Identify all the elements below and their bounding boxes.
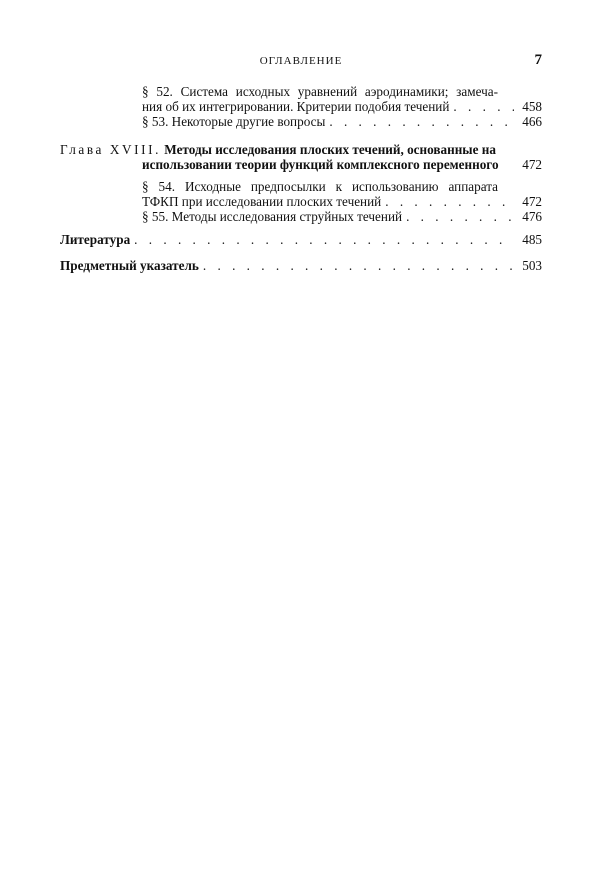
- chapter-title-line: использовании теории функций комплексного переменного: [142, 157, 499, 172]
- toc-page-number: 485: [522, 232, 542, 247]
- dot-leader: [329, 114, 514, 129]
- running-head: [60, 52, 542, 72]
- toc-page-number: 476: [522, 209, 542, 224]
- toc-entry-line: § 54. Исходные предпосылки к использованию аппарата: [142, 179, 498, 194]
- toc-entry-line: § 52. Система исходных уравнений аэродинамики; замеча-: [142, 84, 498, 99]
- toc-entry-line: § 55. Методы исследования струйных течений: [142, 209, 403, 224]
- chapter-title-line: Методы исследования плоских течений, основанные на: [164, 142, 496, 157]
- toc-entry-section-55[interactable]: [60, 209, 542, 224]
- toc-page-number: 466: [522, 114, 542, 129]
- chapter-label: Глава XVIII.: [60, 142, 161, 157]
- dot-leader: [134, 232, 514, 247]
- table-of-contents: [60, 84, 542, 273]
- dot-leader: [385, 194, 514, 209]
- toc-entry-label: Литература: [60, 232, 131, 247]
- toc-page-number: 472: [522, 194, 542, 209]
- toc-entry-section-54[interactable]: [60, 179, 542, 209]
- toc-page-number: 458: [522, 99, 542, 114]
- toc-entry-line: ТФКП при исследовании плоских течений: [142, 194, 382, 209]
- toc-entry-chapter-18[interactable]: [60, 142, 542, 172]
- dot-leader: [453, 99, 514, 114]
- toc-entry-label: Предметный указатель: [60, 258, 199, 273]
- toc-entry-section-53[interactable]: [60, 114, 542, 129]
- toc-entry-subject-index[interactable]: [60, 258, 542, 273]
- toc-entry-line: § 53. Некоторые другие вопросы: [142, 114, 326, 129]
- toc-entry-line: ния об их интегрировании. Критерии подобия течений: [142, 99, 450, 114]
- dot-leader: [406, 209, 514, 224]
- page-number: 7: [534, 52, 542, 68]
- toc-entry-section-52[interactable]: [60, 84, 542, 114]
- dot-leader: [203, 258, 514, 273]
- toc-entry-literature[interactable]: [60, 232, 542, 247]
- toc-page-number: 472: [522, 157, 542, 172]
- running-title: ОГЛАВЛЕНИЕ: [259, 55, 343, 67]
- toc-page-number: 503: [522, 258, 542, 273]
